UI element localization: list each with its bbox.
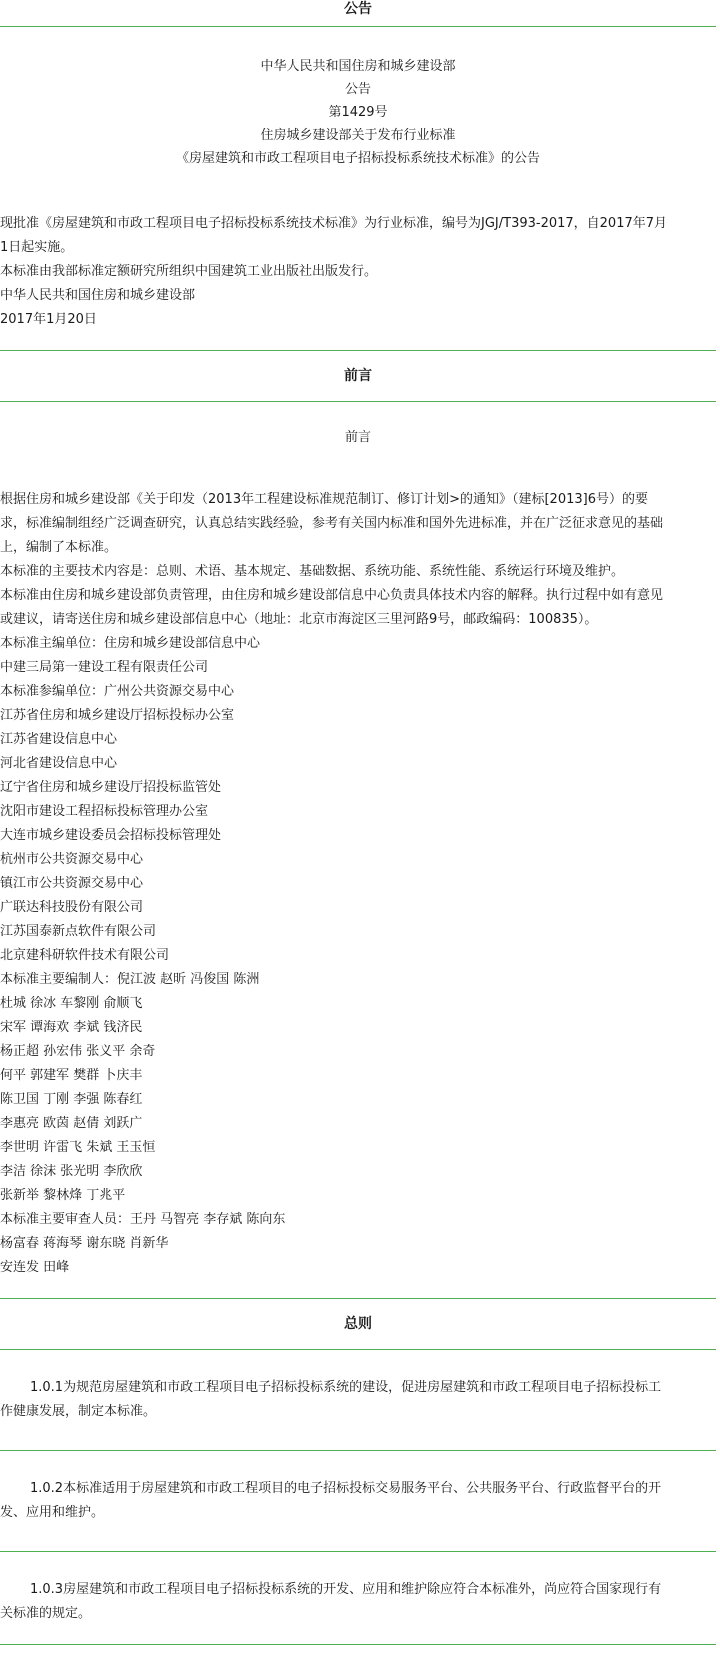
clause-line: 关标准的规定。 [0,1606,92,1621]
preface-line: 陈卫国 丁刚 李强 陈春红 [0,1092,143,1107]
preface-line: 江苏省建设信息中心 [0,732,118,747]
preface-line: 本标准主要审查人员：王丹 马智亮 李存斌 陈向东 [0,1212,286,1227]
preface-line: 宋军 谭海欢 李斌 钱济民 [0,1020,143,1035]
preface-line: 安连发 田峰 [0,1260,70,1275]
preface-line: 镇江市公共资源交易中心 [0,876,144,891]
general-heading: 总则 [0,1298,716,1350]
preface-line: 或建议，请寄送住房和城乡建设部信息中心（地址：北京市海淀区三里河路9号，邮政编码：100835）。 [0,612,598,627]
notice-body-line: 2017年1月20日 [0,312,97,327]
preface-line: 大连市城乡建设委员会招标投标管理处 [0,828,222,843]
preface-line: 广联达科技股份有限公司 [0,900,144,915]
preface-line: 杨富春 蒋海琴 谢东晓 肖新华 [0,1236,169,1251]
preface-line: 北京建科研软件技术有限公司 [0,948,170,963]
preface-line: 本标准主编单位：住房和城乡建设部信息中心 [0,636,261,651]
notice-body [0,212,716,332]
clause-1-0-1 [0,1376,716,1400]
preface-line: 本标准的主要技术内容是：总则、术语、基本规定、基础数据、系统功能、系统性能、系统运行环境及维护。 [0,564,625,579]
preface-line: 杨正超 孙宏伟 张义平 余奇 [0,1044,156,1059]
clause-1-0-2-cont [0,1501,716,1525]
notice-line: 住房城乡建设部关于发布行业标准 [260,128,456,143]
preface-line: 本标准主要编制人：倪江波 赵昕 冯俊国 陈洲 [0,972,260,987]
notice-line: 中华人民共和国住房和城乡建设部 [260,59,456,74]
preface-body [0,488,716,1280]
preface-line: 本标准参编单位：广州公共资源交易中心 [0,684,235,699]
notice-body-line: 本标准由我部标准定额研究所组织中国建筑工业出版社出版发行。 [0,264,378,279]
notice-center-block [0,55,716,170]
preface-line: 求，标准编制组经广泛调查研究，认真总结实践经验，参考有关国内标准和国外先进标准，并在广泛征求意见的基础 [0,516,664,531]
preface-line: 根据住房和城乡建设部《关于印发（2013年工程建设标准规范制订、修订计划>的通知》（建标[2013]6号）的要 [0,492,648,507]
preface-line: 李惠亮 欧茵 赵倩 刘跃广 [0,1116,143,1131]
clause-1-0-2 [0,1477,716,1501]
preface-line: 沈阳市建设工程招标投标管理办公室 [0,804,209,819]
clause-1-0-1-cont [0,1400,716,1424]
preface-line: 何平 郭建军 樊群 卜庆丰 [0,1068,143,1083]
preface-line: 本标准由住房和城乡建设部负责管理，由住房和城乡建设部信息中心负责具体技术内容的解释。执行过程中如有意见 [0,588,664,603]
preface-line: 河北省建设信息中心 [0,756,118,771]
preface-line: 上，编制了本标准。 [0,540,118,555]
notice-body-line: 现批准《房屋建筑和市政工程项目电子招标投标系统技术标准》为行业标准，编号为JGJ/T393-2017，自2017年7月 [0,216,668,231]
preface-line: 李洁 徐沫 张光明 李欣欣 [0,1164,143,1179]
clause-divider [0,1644,716,1645]
preface-heading: 前言 [0,350,716,402]
clause-1-0-3 [0,1578,716,1602]
preface-line: 张新举 黎林烽 丁兆平 [0,1188,126,1203]
clause-line: 1.0.2本标准适用于房屋建筑和市政工程项目的电子招标投标交易服务平台、公共服务平台、行政监督平台的开 [30,1481,662,1496]
preface-line: 辽宁省住房和城乡建设厅招投标监管处 [0,780,222,795]
preface-line: 杭州市公共资源交易中心 [0,852,144,867]
notice-body-line: 1日起实施。 [0,240,74,255]
notice-line: 《房屋建筑和市政工程项目电子招标投标系统技术标准》的公告 [175,151,540,166]
preface-line: 中建三局第一建设工程有限责任公司 [0,660,209,675]
clause-line: 1.0.1为规范房屋建筑和市政工程项目电子招标投标系统的建设，促进房屋建筑和市政工程项目电子招标投标工 [30,1380,662,1395]
notice-line: 公告 [344,82,371,97]
preface-line: 江苏省住房和城乡建设厅招标投标办公室 [0,708,235,723]
preface-line: 杜城 徐冰 车黎刚 俞顺飞 [0,996,143,1011]
clause-line: 发、应用和维护。 [0,1505,105,1520]
notice-heading: 公告 [0,0,716,27]
preface-line: 江苏国泰新点软件有限公司 [0,924,157,939]
clause-1-0-3-cont [0,1602,716,1626]
notice-body-line: 中华人民共和国住房和城乡建设部 [0,288,196,303]
clause-line: 1.0.3房屋建筑和市政工程项目电子招标投标系统的开发、应用和维护除应符合本标准外，尚应符合国家现行有 [30,1582,662,1597]
notice-line: 第1429号 [328,105,388,120]
preface-subheading: 前言 [344,430,371,445]
preface-line: 李世明 许雷飞 朱斌 王玉恒 [0,1140,156,1155]
clause-line: 作健康发展，制定本标准。 [0,1404,157,1419]
